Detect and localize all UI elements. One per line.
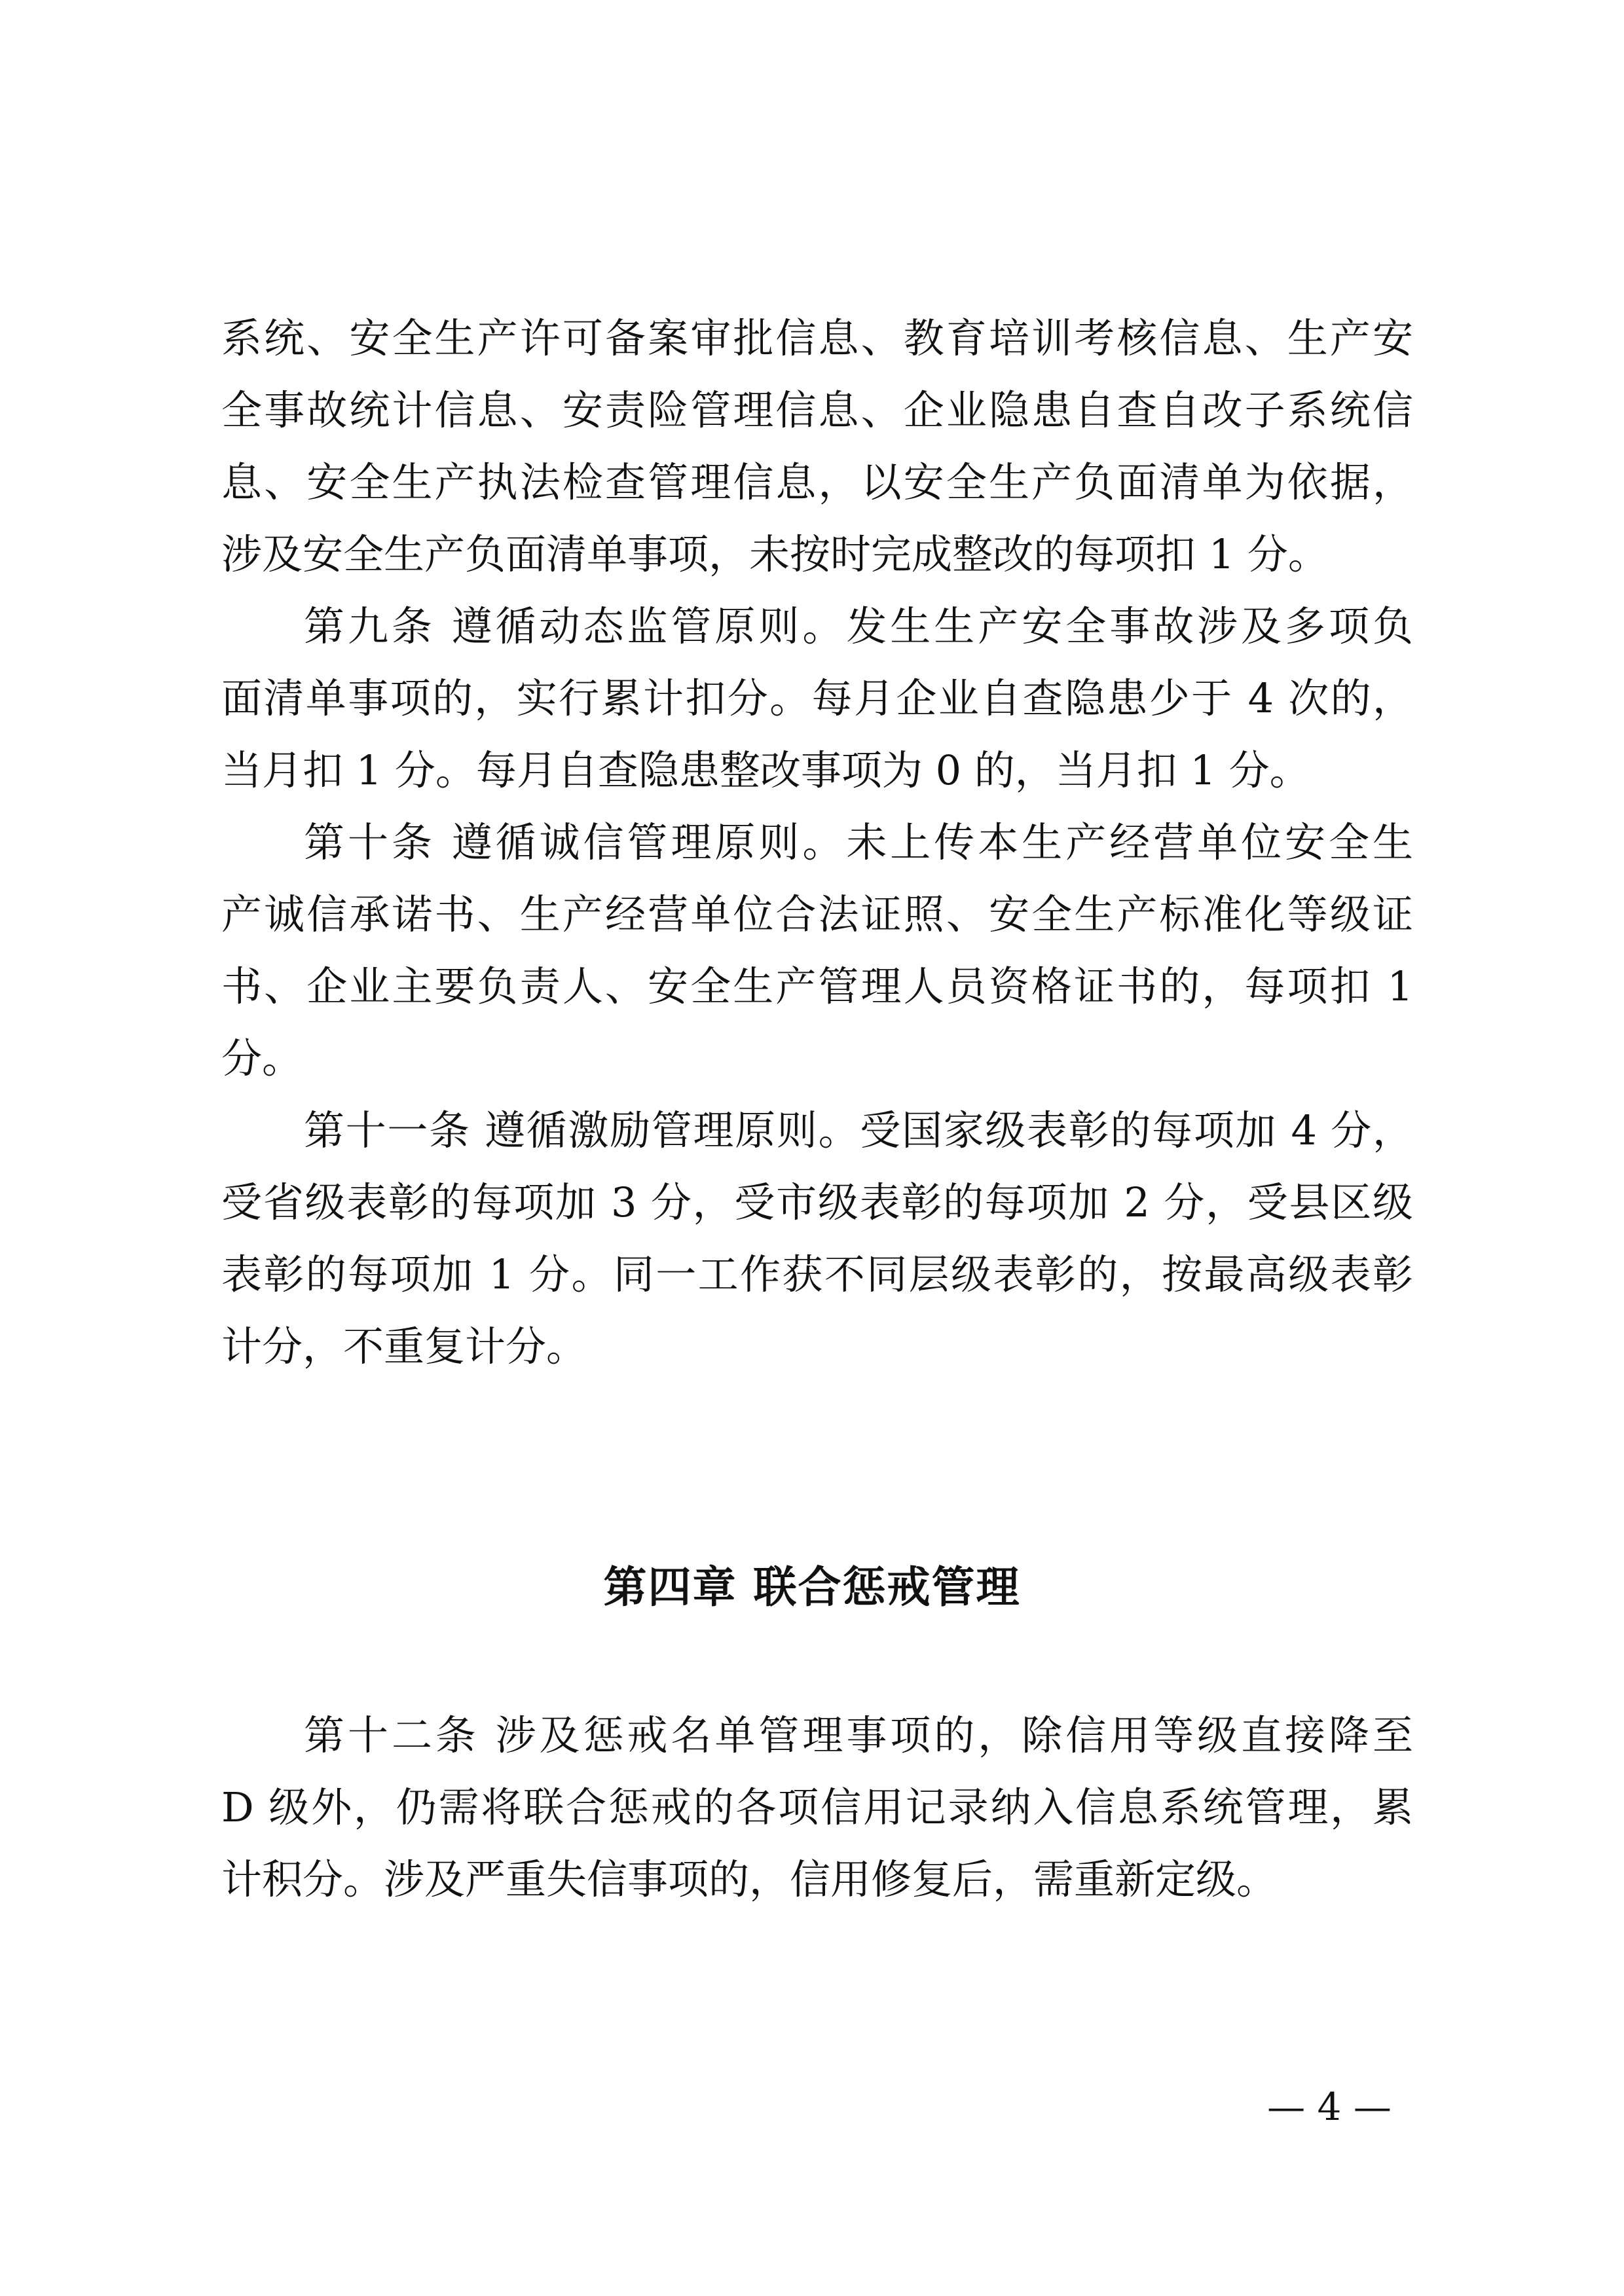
article-10-line-4: 分。: [221, 1034, 303, 1082]
article-10-line-2: 产诚信承诺书、生产经营单位合法证照、安全生产标准化等级证: [221, 890, 1413, 938]
article-9-line-1: 第九条 遵循动态监管原则。发生生产安全事故涉及多项负: [304, 602, 1413, 650]
article-10-line-3: 书、企业主要负责人、安全生产管理人员资格证书的，每项扣 1: [221, 962, 1413, 1010]
article-11-line-1: 第十一条 遵循激励管理原则。受国家级表彰的每项加 4 分，: [304, 1106, 1413, 1154]
article-9-line-2: 面清单事项的，实行累计扣分。每月企业自查隐患少于 4 次的，: [221, 674, 1413, 722]
paragraph-1-line-2: 全事故统计信息、安责险管理信息、企业隐患自查自改子系统信: [221, 386, 1413, 434]
article-11-line-2: 受省级表彰的每项加 3 分，受市级表彰的每项加 2 分，受县区级: [221, 1178, 1413, 1226]
article-11-line-3: 表彰的每项加 1 分。同一工作获不同层级表彰的，按最高级表彰: [221, 1250, 1413, 1298]
article-12-line-1: 第十二条 涉及惩戒名单管理事项的，除信用等级直接降至: [304, 1711, 1413, 1759]
article-10-line-1: 第十条 遵循诚信管理原则。未上传本生产经营单位安全生: [304, 818, 1413, 866]
article-12-line-3: 计积分。涉及严重失信事项的，信用修复后，需重新定级。: [221, 1855, 1278, 1903]
paragraph-1-line-3: 息、安全生产执法检查管理信息，以安全生产负面清单为依据，: [221, 458, 1413, 506]
chapter-title: 第四章 联合惩戒管理: [603, 1562, 1021, 1613]
page-number: — 4 —: [1267, 2085, 1392, 2129]
article-9-line-3: 当月扣 1 分。每月自查隐患整改事项为 0 的，当月扣 1 分。: [221, 746, 1310, 794]
article-12-line-2: D 级外，仍需将联合惩戒的各项信用记录纳入信息系统管理，累: [221, 1783, 1413, 1831]
paragraph-1-line-4: 涉及安全生产负面清单事项，未按时完成整改的每项扣 1 分。: [221, 530, 1329, 578]
paragraph-1-line-1: 系统、安全生产许可备案审批信息、教育培训考核信息、生产安: [221, 314, 1413, 362]
article-11-line-4: 计分，不重复计分。: [221, 1322, 587, 1370]
